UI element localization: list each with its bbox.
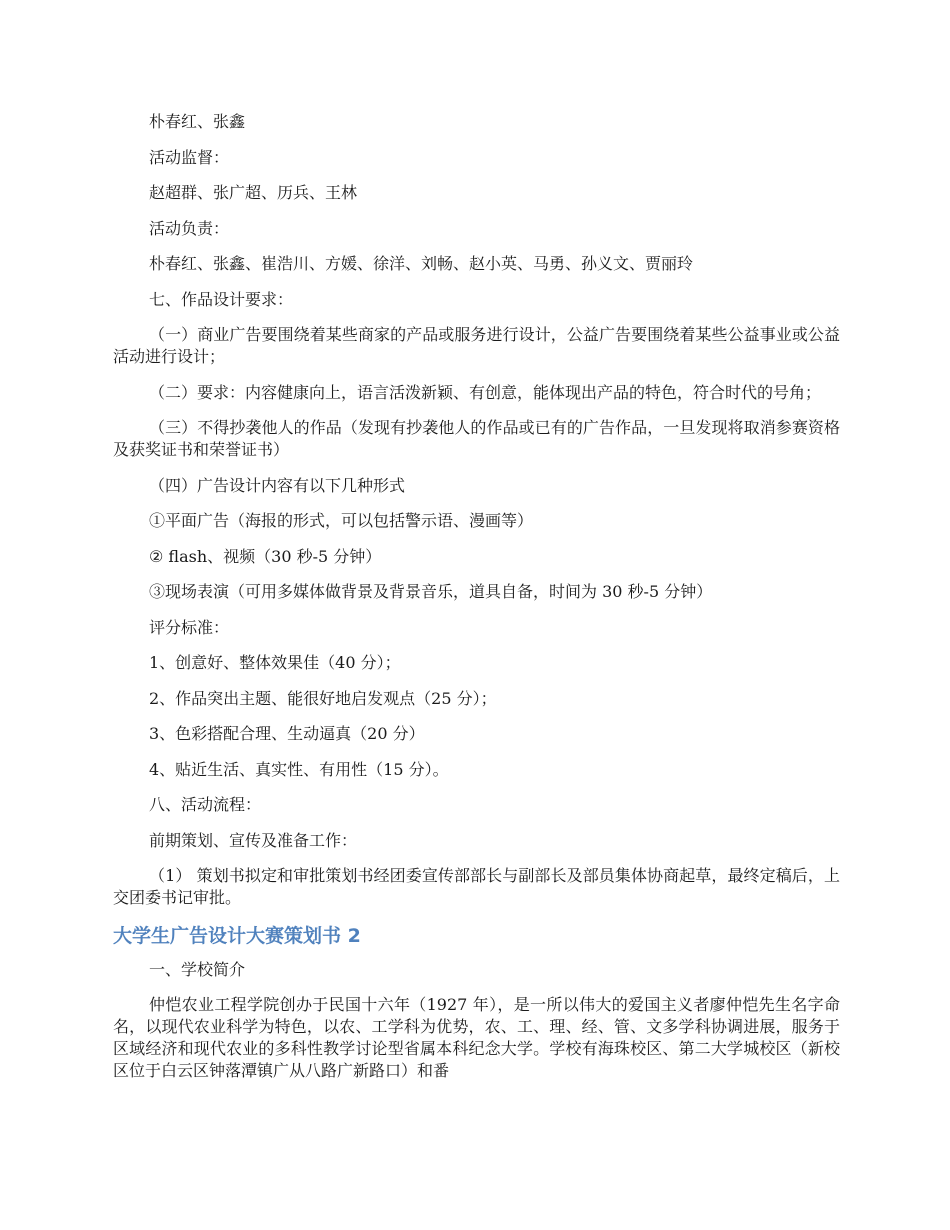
text-line: （四）广告设计内容有以下几种形式 [149, 475, 406, 495]
paragraph: （一）商业广告要围绕着某些商家的产品或服务进行设计，公益广告要围绕着某些公益事业或公益活动进行设计； [113, 325, 840, 366]
text-line: 前期策划、宣传及准备工作： [149, 830, 358, 850]
text-line: ③现场表演（可用多媒体做背景及背景音乐，道具自备，时间为 30 秒-5 分钟） [149, 582, 713, 601]
paragraph: （1） 策划书拟定和审批策划书经团委宣传部部长与副部长及部员集体协商起草，最终定稿后，上交团委书记审批。 [113, 866, 840, 907]
text-line: 朴春红、张鑫、崔浩川、方媛、徐洋、刘畅、赵小英、马勇、孙义文、贾丽玲 [149, 254, 694, 273]
text-line: ①平面广告（海报的形式，可以包括警示语、漫画等） [149, 511, 534, 530]
text-line: ② flash、视频（30 秒-5 分钟） [149, 546, 382, 566]
text-line: 评分标准： [149, 617, 230, 637]
text-line: 活动负责： [149, 218, 230, 238]
document-title: 大学生广告设计大赛策划书 2 [113, 924, 361, 947]
text-line: 朴春红、张鑫 [149, 112, 246, 131]
text-line: 1、创意好、整体效果佳（40 分）； [149, 653, 401, 672]
section-heading: 八、活动流程： [149, 795, 262, 814]
text-line: 活动监督： [149, 147, 230, 167]
text-line: 赵超群、张广超、历兵、王林 [149, 183, 358, 202]
text-line: 3、色彩搭配合理、生动逼真（20 分） [149, 724, 425, 743]
paragraph: （二）要求：内容健康向上，语言活泼新颖、有创意，能体现出产品的特色，符合时代的号角； [149, 382, 822, 402]
section-heading: 七、作品设计要求： [149, 289, 294, 309]
paragraph: （三）不得抄袭他人的作品（发现有抄袭他人的作品或已有的广告作品，一旦发现将取消参赛资格及获奖证书和荣誉证书） [113, 418, 840, 459]
section-heading: 一、学校简介 [149, 959, 246, 979]
text-line: 4、贴近生活、真实性、有用性（15 分）。 [149, 759, 449, 779]
text-line: 2、作品突出主题、能很好地启发观点（25 分）； [149, 688, 497, 708]
document-body [113, 111, 840, 1096]
paragraph: 仲恺农业工程学院创办于民国十六年（1927 年），是一所以伟大的爱国主义者廖仲恺先生名字命名，以现代农业科学为特色，以农、工学科为优势，农、工、理、经、管、文多学科协调进展，服务于区域经济和现代农业的多科性教学讨论型省属本科纪念大学。学校有海珠校区、第二大学城校区（新校区位于白云区钟落潭镇广从八路广新路口）和番 [113, 995, 840, 1080]
